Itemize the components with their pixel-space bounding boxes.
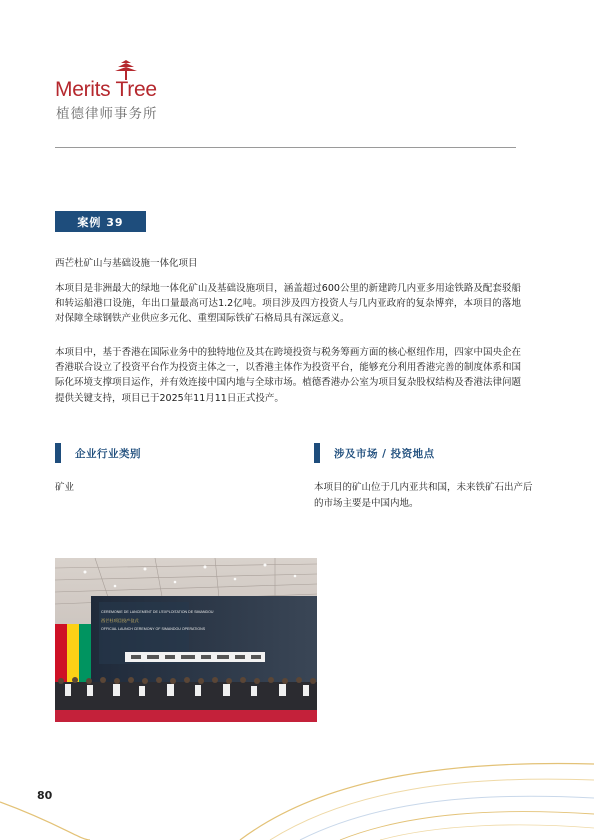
ceremony-photo — [55, 558, 317, 722]
case-paragraph-2: 本项目中，基于香港在国际业务中的独特地位及其在跨境投资与税务筹画方面的核心枢纽作用，四家中国央企在香港联合设立了投资平台作为投资主体之一，以香港主体作为投资平台，能够充分利用香港完善的制度体系和国际化环境支撑项目运作，并有效连接中国内地与全球市场。植德香港办公室为项目复杂股权结构及香港法律问题提供关键支持，项目已于2025年11月11日正式投产。 — [55, 347, 521, 404]
market-body: 本项目的矿山位于几内亚共和国，未来铁矿石出产后的市场主要是中国内地。 — [314, 482, 533, 509]
industry-body: 矿业 — [55, 482, 75, 493]
case-badge — [55, 211, 146, 232]
tree-logo-icon — [114, 60, 138, 80]
screen-text-en: OFFICIAL LAUNCH CEREMONY OF SIMANDOU OPERATIONS — [101, 627, 206, 631]
project-title: 西芒杜矿山与基础设施一体化项目 — [55, 258, 198, 269]
case-paragraph-1: 本项目是非洲最大的绿地一体化矿山及基础设施项目，涵盖超过600公里的新建跨几内亚多用途铁路及配套驳船和转运船港口设施，年出口量最高可达1.2亿吨。项目涉及四方投资人与几内亚政府的复杂博弈，本项目的落地对保障全球钢铁产业供应多元化、重塑国际铁矿石格局具有深远意义。 — [55, 283, 521, 325]
section-bar — [55, 443, 61, 463]
decorative-curves — [0, 740, 594, 840]
screen-text-cn: 西芒杜项目投产仪式 — [101, 618, 139, 623]
logo-name-en: Merits Tree — [55, 78, 157, 101]
firm-logo — [55, 60, 175, 126]
header-divider — [55, 147, 516, 148]
page-number: 80 — [37, 789, 53, 802]
case-badge-label: 案例 39 — [77, 215, 124, 229]
logo-name-cn: 植德律师事务所 — [56, 106, 158, 122]
industry-section-header — [55, 443, 141, 463]
ceremony-photo-illustration — [55, 558, 317, 722]
market-section-header — [314, 443, 435, 463]
screen-text-fr: CEREMONIE DE LANCEMENT DE L'EXPLOITATION DE SIMANDOU — [101, 610, 214, 614]
section-bar — [314, 443, 320, 463]
industry-heading: 企业行业类别 — [75, 447, 141, 460]
market-heading: 涉及市场 / 投资地点 — [334, 447, 435, 460]
